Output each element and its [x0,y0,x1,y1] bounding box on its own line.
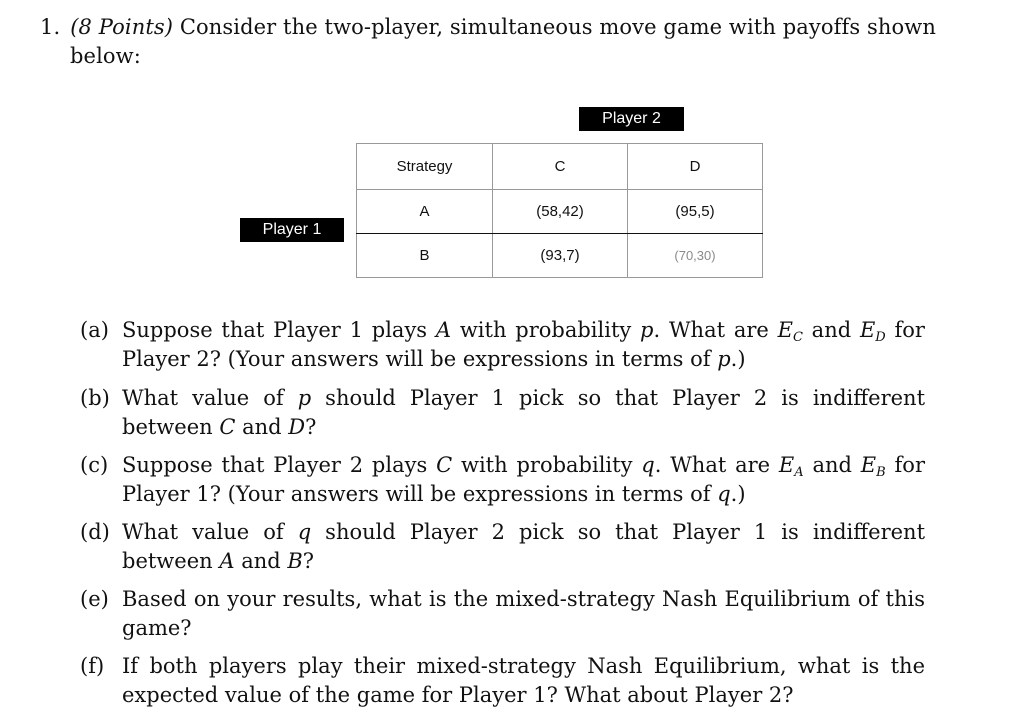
problem-number: 1. [40,15,61,39]
header-d: D [628,144,763,190]
table-row [357,190,763,234]
question-b: (b) What value of p should Player 1 pick so that Player 2 is indifferent between C and D? [80,386,926,439]
row-label-a: A [357,190,493,234]
question-d: (d) What value of q should Player 2 pick so that Player 1 is indifferent between A and B? [80,520,926,573]
question-letter: (b) [80,386,110,410]
problem-intro-line2: below: [70,44,141,68]
header-c: C [493,144,628,190]
table-header-row [357,144,763,190]
question-letter: (d) [80,520,110,544]
question-f-text: If both players play their mixed-strategy Nash Equilibrium, what is the expected value of the game for Player 1? What about Player 2? [122,654,925,707]
payoff-a-c: (58,42) [493,190,628,234]
row-label-b: B [357,234,493,278]
payoff-table [356,143,763,278]
problem-points: (8 Points) [70,15,174,39]
payoff-b-c: (93,7) [493,234,628,278]
question-e [80,585,925,643]
player1-label: Player 1 [240,218,344,242]
header-strategy: Strategy [357,144,493,190]
payoff-b-d: (70,30) [628,234,763,278]
player2-label: Player 2 [579,107,684,131]
question-e-text: Based on your results, what is the mixed-strategy Nash Equilibrium of this game? [122,587,925,640]
question-c: (c) Suppose that Player 2 plays C with probability q. What are $E_A$ and $E_B$ for Player 1? (Your answers will be expressions in terms of q.) [80,453,925,506]
question-a: (a) Suppose that Player 1 plays A with probability p. What are $E_C$ and $E_D$ for Player 2? (Your answers will be expressions in terms of p.) [80,318,925,371]
question-letter: (c) [80,453,109,477]
question-letter: (a) [80,318,109,342]
question-f [80,652,925,710]
question-letter: (e) [80,587,109,611]
question-letter: (f) [80,654,105,678]
table-row [357,234,763,278]
problem-statement [40,13,940,71]
problem-intro-line1: Consider the two-player, simultaneous move game with payoffs shown [179,15,936,39]
payoff-a-d: (95,5) [628,190,763,234]
